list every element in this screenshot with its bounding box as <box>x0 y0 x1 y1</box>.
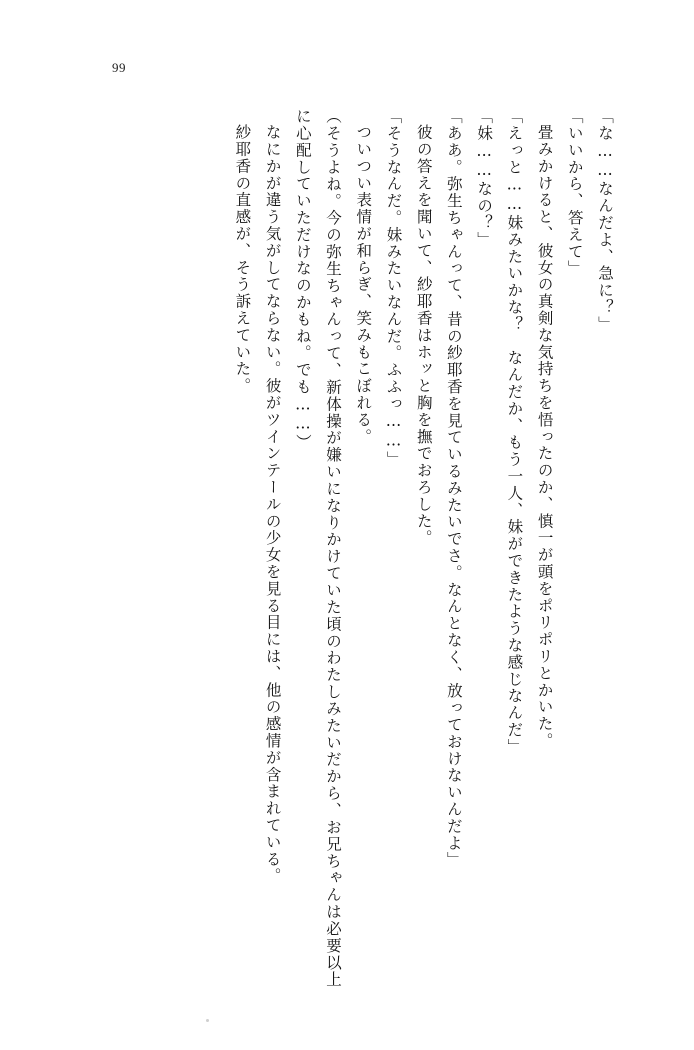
paragraph: 「そうなんだ。妹みたいなんだ。ふふっ……」 <box>384 108 403 468</box>
paragraph: 紗耶香の直感が、そう訴えていた。 <box>233 123 252 394</box>
paragraph: （そうよね。今の弥生ちゃんって、新体操が嫌いになりかけていた頃のわたしみたいだから、お兄ちゃんは必要以上に心配していただけなのかもね。でも……） <box>293 108 343 988</box>
paragraph: 「いいから、答えて」 <box>565 108 584 277</box>
page-body <box>74 108 620 988</box>
paragraph: 彼の答えを聞いて、紗耶香はホッと胸を撫でおろした。 <box>414 123 433 546</box>
paragraph: 畳みかけると、彼女の真剣な気持ちを悟ったのか、慎一が頭をポリポリとかいた。 <box>535 123 554 749</box>
page-number: 99 <box>112 60 126 75</box>
footer-mark <box>206 1019 209 1022</box>
paragraph: ついつい表情が和らぎ、笑みもこぼれる。 <box>354 123 373 445</box>
paragraph: 「妹……なの？」 <box>475 108 494 249</box>
paragraph: 「ああ。弥生ちゃんって、昔の紗耶香を見ているみたいでさ。なんとなく、放っておけないんだよ」 <box>444 108 463 869</box>
paragraph: 「えっと……妹みたいかな？ なんだか、もう一人、妹ができたような感じなんだ」 <box>505 108 524 756</box>
paragraph: 「な……なんだよ、急に？」 <box>596 108 614 333</box>
paragraph: なにかが違う気がしてならない。彼がツインテールの少女を見る目には、他の感情が含まれている。 <box>263 123 282 884</box>
